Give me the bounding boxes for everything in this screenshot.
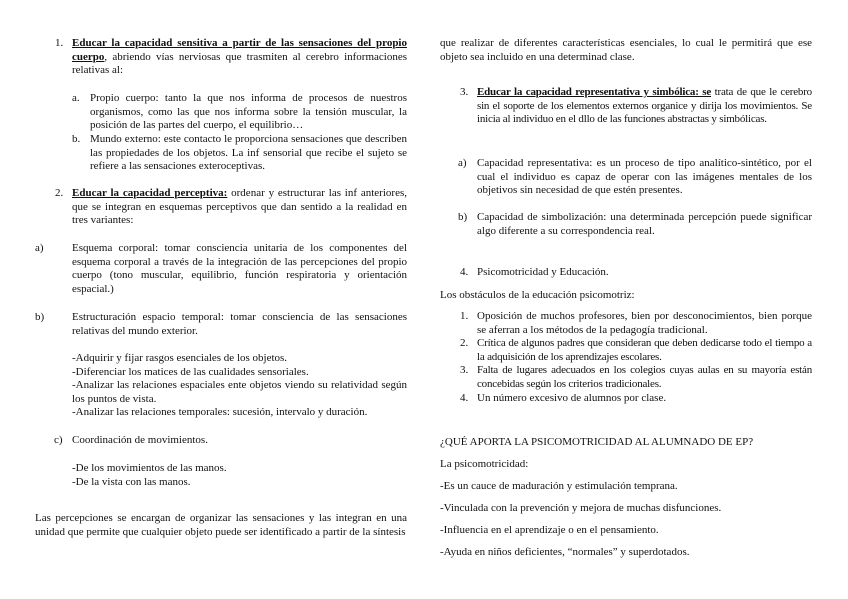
sub-item-b: Capacidad de simbolización: una determinada percepción puede significar algo diferente a su correspondencia real. xyxy=(477,211,812,237)
list-label: a) xyxy=(458,157,467,169)
list-number: 4. xyxy=(460,266,469,278)
item-text: trata de que le cerebro sin el soporte de los elementos externos organice y dirija los movimientos. Se inicia al individuo en el dllo de las funciones abstractas y simbólicas. xyxy=(477,86,812,126)
list-number: 3. xyxy=(460,364,469,376)
paragraph: que realizar de diferentes características esenciales, lo cual le permitirá que ese objeto sea incluido en una determinad clase. xyxy=(440,37,812,63)
benefit-item: -Es un cauce de maduración y estimulación temprana. xyxy=(440,480,678,492)
list-label: c) xyxy=(54,434,63,446)
list-number: 4. xyxy=(460,392,469,404)
item-text: , abriendo vías nerviosas que trasmiten al cerebro informaciones relativas al: xyxy=(72,50,407,77)
sub-item-a: Esquema corporal: tomar consciencia unitaria de los componentes del esquema corporal a través de la integración de las percepciones del propio cuerpo (tono muscular, equilibrio, función respiratoria y orientación espacial.) xyxy=(72,242,407,295)
list-label: a. xyxy=(72,92,80,104)
list-item: -Diferenciar los matices de las cualidades sensoriales. xyxy=(72,365,309,378)
list-label: b. xyxy=(72,133,81,145)
paragraph: Las percepciones se encargan de organizar las sensaciones y las integran en una unidad que permite que cualquier objeto puede ser identificado a partir de la síntesis xyxy=(35,512,407,538)
list-item-2 xyxy=(72,187,407,228)
sub-item-b: Estructuración espacio temporal: tomar consciencia de las sensaciones relativas del mundo exterior. xyxy=(72,311,407,337)
bullet-list xyxy=(72,352,407,420)
obstacle-item: Un número excesivo de alumnos por clase. xyxy=(477,392,667,404)
item-text: ordenar y estructurar las inf anteriores, que se integran en esquemas perceptivos que dan sentido a la realidad en tres variantes: xyxy=(72,187,407,227)
item-title: Educar la capacidad sensitiva a partir de las sensaciones del propio cuerpo xyxy=(72,37,407,63)
list-number: 1. xyxy=(460,310,469,322)
list-item-3 xyxy=(477,86,812,127)
intro-text: La psicomotricidad: xyxy=(440,458,529,470)
list-number: 3. xyxy=(460,86,469,98)
list-item: -De la vista con las manos. xyxy=(72,475,191,488)
benefit-item: -Ayuda en niños deficientes, “normales” y superdotados. xyxy=(440,546,690,558)
list-item: -De los movimientos de las manos. xyxy=(72,462,227,474)
benefit-item: -Vinculada con la prevención y mejora de muchas disfunciones. xyxy=(440,502,722,514)
bullet-list xyxy=(72,462,407,489)
list-label: a) xyxy=(35,242,44,254)
obstacles-intro: Los obstáculos de la educación psicomotriz: xyxy=(440,289,635,301)
obstacle-item: Falta de lugares adecuados en los colegios cuyas aulas en su mayoría están concebidas según los criterios tradicionales. xyxy=(477,364,812,390)
sub-item-a: Capacidad representativa: es un proceso de tipo analítico-sintético, por el cual el individuo es capaz de operar con las imágenes mentales de los objetivos sin necesidad de que estén presentes. xyxy=(477,157,812,197)
list-number: 2. xyxy=(55,187,64,199)
obstacle-item: Oposición de muchos profesores, bien por desconocimientos, bien porque se aferran a los métodos de la pedagogía tradicional. xyxy=(477,310,812,336)
item-title: Educar la capacidad perceptiva: xyxy=(72,187,228,199)
list-label: b) xyxy=(35,311,45,323)
list-number: 2. xyxy=(460,337,469,349)
benefit-item: -Influencia en el aprendizaje o en el pensamiento. xyxy=(440,524,659,536)
list-item: -Analizar las relaciones temporales: sucesión, intervalo y duración. xyxy=(72,406,368,419)
list-item: -Adquirir y fijar rasgos esenciales de los objetos. xyxy=(72,352,288,364)
sub-item-b: Mundo externo: este contacto le proporciona sensaciones que describen las propiedades de los objetos. La inf sensorial que recibe el sujeto se refiere a las sensaciones exteroceptivas. xyxy=(90,133,407,173)
list-number: 1. xyxy=(55,37,64,49)
sub-item-a: Propio cuerpo: tanto la que nos informa de procesos de nuestros organismos, como las que nos informa sobre la tensión muscular, la posición de las partes del cuerpo, el equilibrio… xyxy=(90,92,407,132)
list-item-1 xyxy=(72,37,407,78)
item-title: Educar la capacidad representativa y simbólica: se xyxy=(477,86,712,98)
list-item: -Analizar las relaciones espaciales ente objetos viendo su relatividad según los puntos de vista. xyxy=(72,379,407,405)
sub-item-c: Coordinación de movimientos. xyxy=(72,434,208,446)
list-label: b) xyxy=(458,211,468,223)
list-item-4: Psicomotricidad y Educación. xyxy=(477,266,609,278)
section-heading: ¿QUÉ APORTA LA PSICOMOTRICIDAD AL ALUMNADO DE EP? xyxy=(440,436,754,448)
obstacle-item: Crítica de algunos padres que consideran que deben dedicarse todo el tiempo a la adquisición de los aprendizajes escolares. xyxy=(477,337,812,363)
